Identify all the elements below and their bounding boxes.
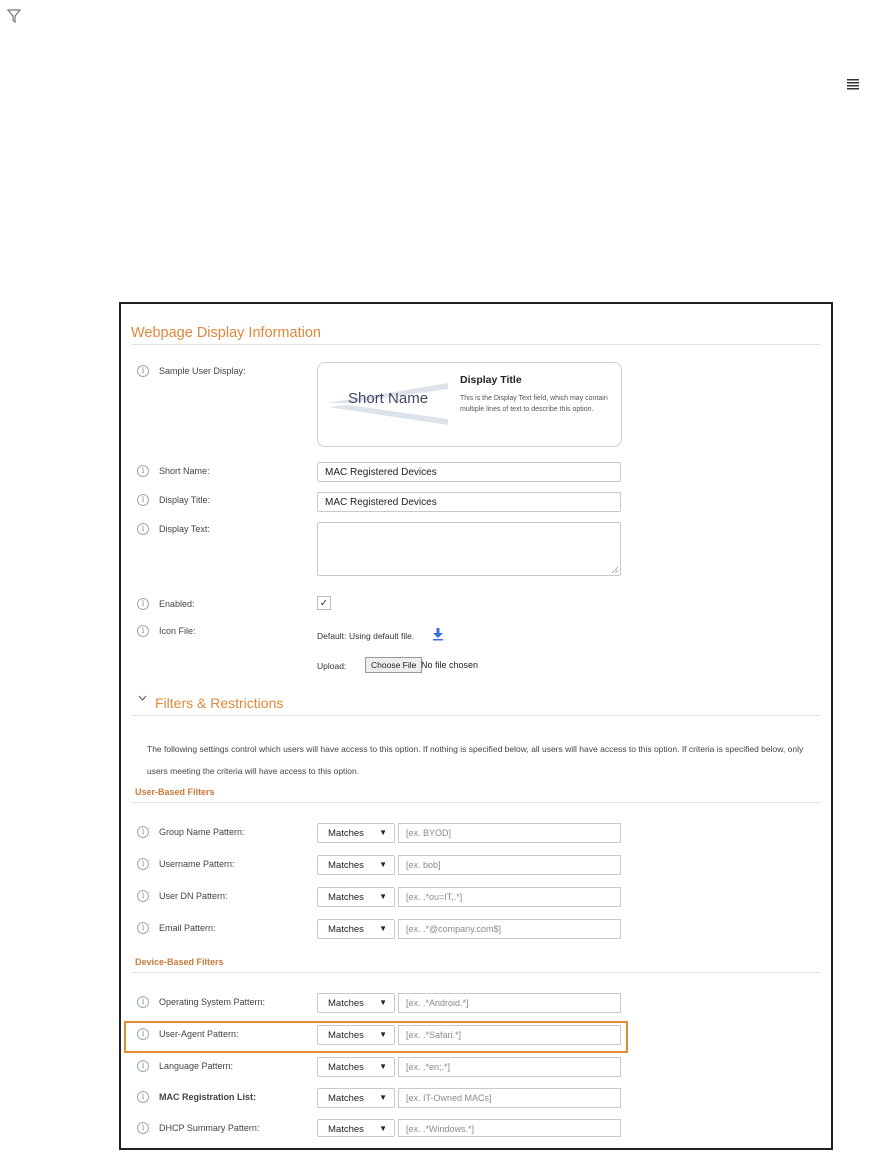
pattern-input[interactable]: [ex. .*Safari.*] [398, 1025, 621, 1045]
default-label: Default: [317, 631, 347, 641]
dropdown-arrow-icon: ▼ [379, 1030, 387, 1039]
dropdown-arrow-icon: ▼ [379, 860, 387, 869]
info-icon[interactable]: i [137, 465, 149, 477]
default-file-text: Using default file. [349, 631, 415, 641]
pattern-input[interactable]: [ex. IT-Owned MACs] [398, 1088, 621, 1108]
match-select[interactable] [317, 1119, 395, 1137]
info-icon[interactable]: i [137, 523, 149, 535]
divider [131, 715, 821, 716]
dropdown-arrow-icon: ▼ [379, 892, 387, 901]
match-select[interactable] [317, 919, 395, 939]
short-name-label: Short Name: [159, 466, 210, 476]
user-filters-heading: User-Based Filters [135, 787, 215, 797]
match-select[interactable] [317, 1057, 395, 1077]
filter-label: Language Pattern: [159, 1061, 234, 1071]
filter-label: User-Agent Pattern: [159, 1029, 239, 1039]
info-icon[interactable]: i [137, 1060, 149, 1072]
info-icon[interactable]: i [137, 858, 149, 870]
enabled-checkbox[interactable]: ✓ [317, 596, 331, 610]
info-icon[interactable]: i [137, 1091, 149, 1103]
no-file-chosen-text: No file chosen [421, 660, 479, 670]
filter-label: Group Name Pattern: [159, 827, 245, 837]
display-title-input[interactable]: MAC Registered Devices [317, 492, 621, 512]
choose-file-button[interactable]: Choose File [365, 657, 422, 673]
dropdown-arrow-icon: ▼ [379, 828, 387, 837]
info-icon[interactable]: i [137, 598, 149, 610]
short-name-input[interactable]: MAC Registered Devices [317, 462, 621, 482]
dropdown-arrow-icon: ▼ [379, 998, 387, 1007]
match-select-value: Matches [328, 828, 364, 839]
match-select[interactable] [317, 1088, 395, 1108]
filter-label: User DN Pattern: [159, 891, 228, 901]
pattern-input[interactable]: [ex. .*Windows.*] [398, 1119, 621, 1137]
pattern-input[interactable]: [ex. .*en;.*] [398, 1057, 621, 1077]
divider [131, 344, 821, 345]
filter-label: DHCP Summary Pattern: [159, 1123, 260, 1133]
dropdown-arrow-icon: ▼ [379, 1124, 387, 1133]
sample-user-display-label: Sample User Display: [159, 366, 246, 376]
filter-label: Operating System Pattern: [159, 997, 266, 1007]
pattern-input[interactable]: [ex. .*Android.*] [398, 993, 621, 1013]
filter-label: Username Pattern: [159, 859, 235, 869]
resize-handle-icon[interactable] [611, 566, 619, 574]
info-icon[interactable]: i [137, 625, 149, 637]
upload-label: Upload: [317, 661, 347, 671]
display-text-textarea[interactable] [317, 522, 621, 576]
dropdown-arrow-icon: ▼ [379, 1062, 387, 1071]
sample-display-text: This is the Display Text field, which may contain multiple lines of text to describe this option. [460, 395, 608, 413]
info-icon[interactable]: i [137, 494, 149, 506]
match-select-value: Matches [328, 860, 364, 871]
divider [131, 802, 821, 803]
match-select-value: Matches [328, 1062, 364, 1073]
pattern-input[interactable]: [ex. bob] [398, 855, 621, 875]
match-select[interactable] [317, 855, 395, 875]
filter-icon[interactable] [7, 9, 21, 23]
info-icon[interactable]: i [137, 826, 149, 838]
icon-file-label: Icon File: [159, 626, 196, 636]
filter-label: MAC Registration List: [159, 1092, 257, 1102]
highlight-box [124, 1021, 628, 1053]
info-icon[interactable]: i [137, 1028, 149, 1040]
dropdown-arrow-icon: ▼ [379, 1093, 387, 1102]
display-text-label: Display Text: [159, 524, 210, 534]
sample-display-title: Display Title [460, 374, 522, 386]
match-select-value: Matches [328, 998, 364, 1009]
download-icon[interactable] [432, 627, 444, 641]
enabled-label: Enabled: [159, 599, 195, 609]
hamburger-icon[interactable] [846, 77, 860, 91]
info-icon[interactable]: i [137, 1122, 149, 1134]
filters-description: The following settings control which users will have access to this option. If nothing is specified below, all users will have access to this option. If criteria is specified below, only users meeting the criteria will have access to this option. [147, 744, 804, 776]
divider [131, 972, 821, 973]
info-icon[interactable]: i [137, 365, 149, 377]
dropdown-arrow-icon: ▼ [379, 924, 387, 933]
display-title-label: Display Title: [159, 495, 211, 505]
pattern-input[interactable]: [ex. BYOD] [398, 823, 621, 843]
match-select-value: Matches [328, 1030, 364, 1041]
section-title-filters[interactable]: Filters & Restrictions [155, 695, 284, 711]
section-title-webpage-display: Webpage Display Information [131, 325, 321, 341]
match-select[interactable] [317, 887, 395, 907]
sample-short-name: Short Name [348, 390, 429, 407]
info-icon[interactable]: i [137, 996, 149, 1008]
info-icon[interactable]: i [137, 922, 149, 934]
match-select[interactable] [317, 993, 395, 1013]
sample-preview-card [317, 362, 622, 447]
match-select-value: Matches [328, 1093, 364, 1104]
match-select-value: Matches [328, 1124, 364, 1135]
info-icon[interactable]: i [137, 890, 149, 902]
filter-label: Email Pattern: [159, 923, 216, 933]
match-select[interactable] [317, 823, 395, 843]
pattern-input[interactable]: [ex. .*@company.com$] [398, 919, 621, 939]
match-select-value: Matches [328, 924, 364, 935]
match-select-value: Matches [328, 892, 364, 903]
chevron-down-icon[interactable] [138, 695, 147, 702]
device-filters-heading: Device-Based Filters [135, 957, 224, 967]
pattern-input[interactable]: [ex. .*ou=IT,.*] [398, 887, 621, 907]
